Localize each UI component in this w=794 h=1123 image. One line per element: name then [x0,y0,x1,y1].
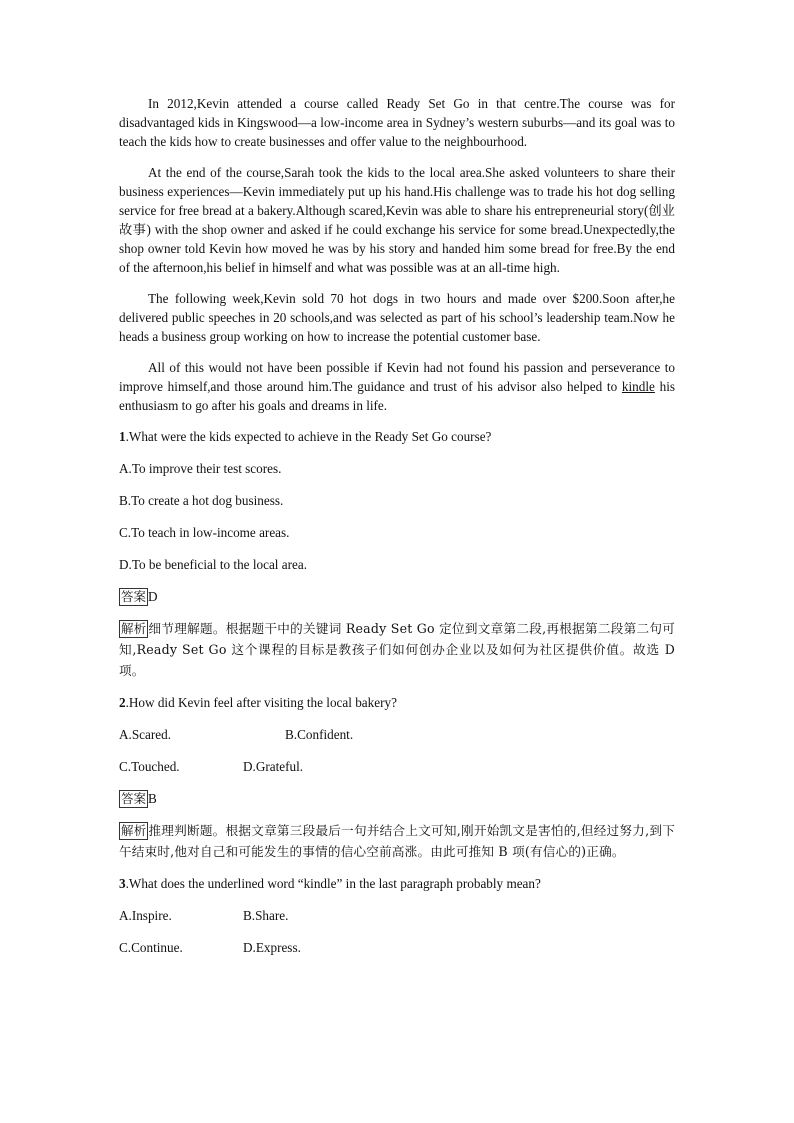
question-2-option-c: C.Touched. [119,759,180,774]
question-2-answer-value: B [148,791,157,806]
answer-tag: 答案 [121,589,147,604]
paragraph-4-text-after: his enthusiasm to go after his goals and dreams in life. [119,379,676,413]
passage-paragraph-4 [119,358,675,415]
document-page [119,94,675,970]
question-3-options-row-2 [119,938,675,957]
question-2-stem [119,693,675,712]
question-1-text: .What were the kids expected to achieve in the Ready Set Go course? [125,429,492,444]
question-2 [119,693,675,862]
answer-tag: 答案 [121,791,147,806]
question-1-analysis-text: 细节理解题。根据题干中的关键词 Ready Set Go 定位到文章第二段,再根据第二段第二句可知,Ready Set Go 这个课程的目标是教孩子们如何创办企业以及如何为社区提供价值。故选 D 项。 [119,621,675,678]
question-2-text: .How did Kevin feel after visiting the local bakery? [125,695,397,710]
question-3-option-c: C.Continue. [119,940,183,955]
question-3-stem [119,874,675,893]
question-2-answer [119,789,675,808]
question-1-analysis [119,618,675,681]
question-3-option-b: B.Share. [243,908,289,923]
passage-paragraph-2: At the end of the course,Sarah took the kids to the local area.She asked volunteers to share their business experiences—Kevin immediately put up his hand.His challenge was to trade his hot dog selling service for free bread at a bakery.Although scared,Kevin was able to share his entrepreneurial story(创业故事) with the shop owner and asked if he could exchange his service for some bread.Unexpectedly,the shop owner told Kevin how moved he was by his story and handed him some bread for free.By the end of the afternoon,his belief in himself and what was possible was at an all-time high. [119,165,675,275]
question-1-option-a: A.To improve their test scores. [119,461,282,476]
question-3 [119,874,675,957]
question-2-number: 2 [119,695,126,710]
question-2-option-a: A.Scared. [119,727,171,742]
question-2-options-row-2 [119,757,675,776]
question-2-options-row-1 [119,725,675,744]
question-2-analysis [119,820,675,862]
question-1-option-b: B.To create a hot dog business. [119,493,284,508]
question-1-option-d: D.To be beneficial to the local area. [119,557,308,572]
question-2-option-d: D.Grateful. [243,759,304,774]
question-3-text: .What does the underlined word “kindle” in the last paragraph probably mean? [125,876,541,891]
question-1-answer-value: D [148,589,158,604]
question-3-option-d: D.Express. [243,940,301,955]
question-1 [119,427,675,681]
analysis-tag: 解析 [121,823,147,838]
question-3-option-a: A.Inspire. [119,908,172,923]
underlined-word-kindle: kindle [621,379,655,394]
question-2-analysis-text: 推理判断题。根据文章第三段最后一句并结合上文可知,刚开始凯文是害怕的,但经过努力,到下午结束时,他对自己和可能发生的事情的信心空前高涨。由此可推知 B 项(有信心的)正确。 [119,823,675,859]
paragraph-4-text-before: All of this would not have been possible if Kevin had not found his passion and perseverance to improve himself,and those around him.The guidance and trust of his advisor also helped to [119,360,675,394]
question-3-options-row-1 [119,906,675,925]
question-2-option-b: B.Confident. [285,727,354,742]
passage-paragraph-3: The following week,Kevin sold 70 hot dogs in two hours and made over $200.Soon after,he delivered public speeches in 20 schools,and was selected as part of his school’s leadership team.Now he heads a business group working on how to increase the potential customer base. [119,291,675,344]
question-1-number: 1 [119,429,126,444]
question-1-stem [119,427,675,446]
passage-paragraph-1: In 2012,Kevin attended a course called Ready Set Go in that centre.The course was for disadvantaged kids in Kingswood—a low-income area in Sydney’s western suburbs—and its goal was to teach the kids how to create businesses and offer value to the neighbourhood. [119,96,675,149]
question-1-option-c: C.To teach in low-income areas. [119,525,290,540]
question-1-answer [119,587,675,606]
analysis-tag: 解析 [121,621,147,636]
question-3-number: 3 [119,876,126,891]
